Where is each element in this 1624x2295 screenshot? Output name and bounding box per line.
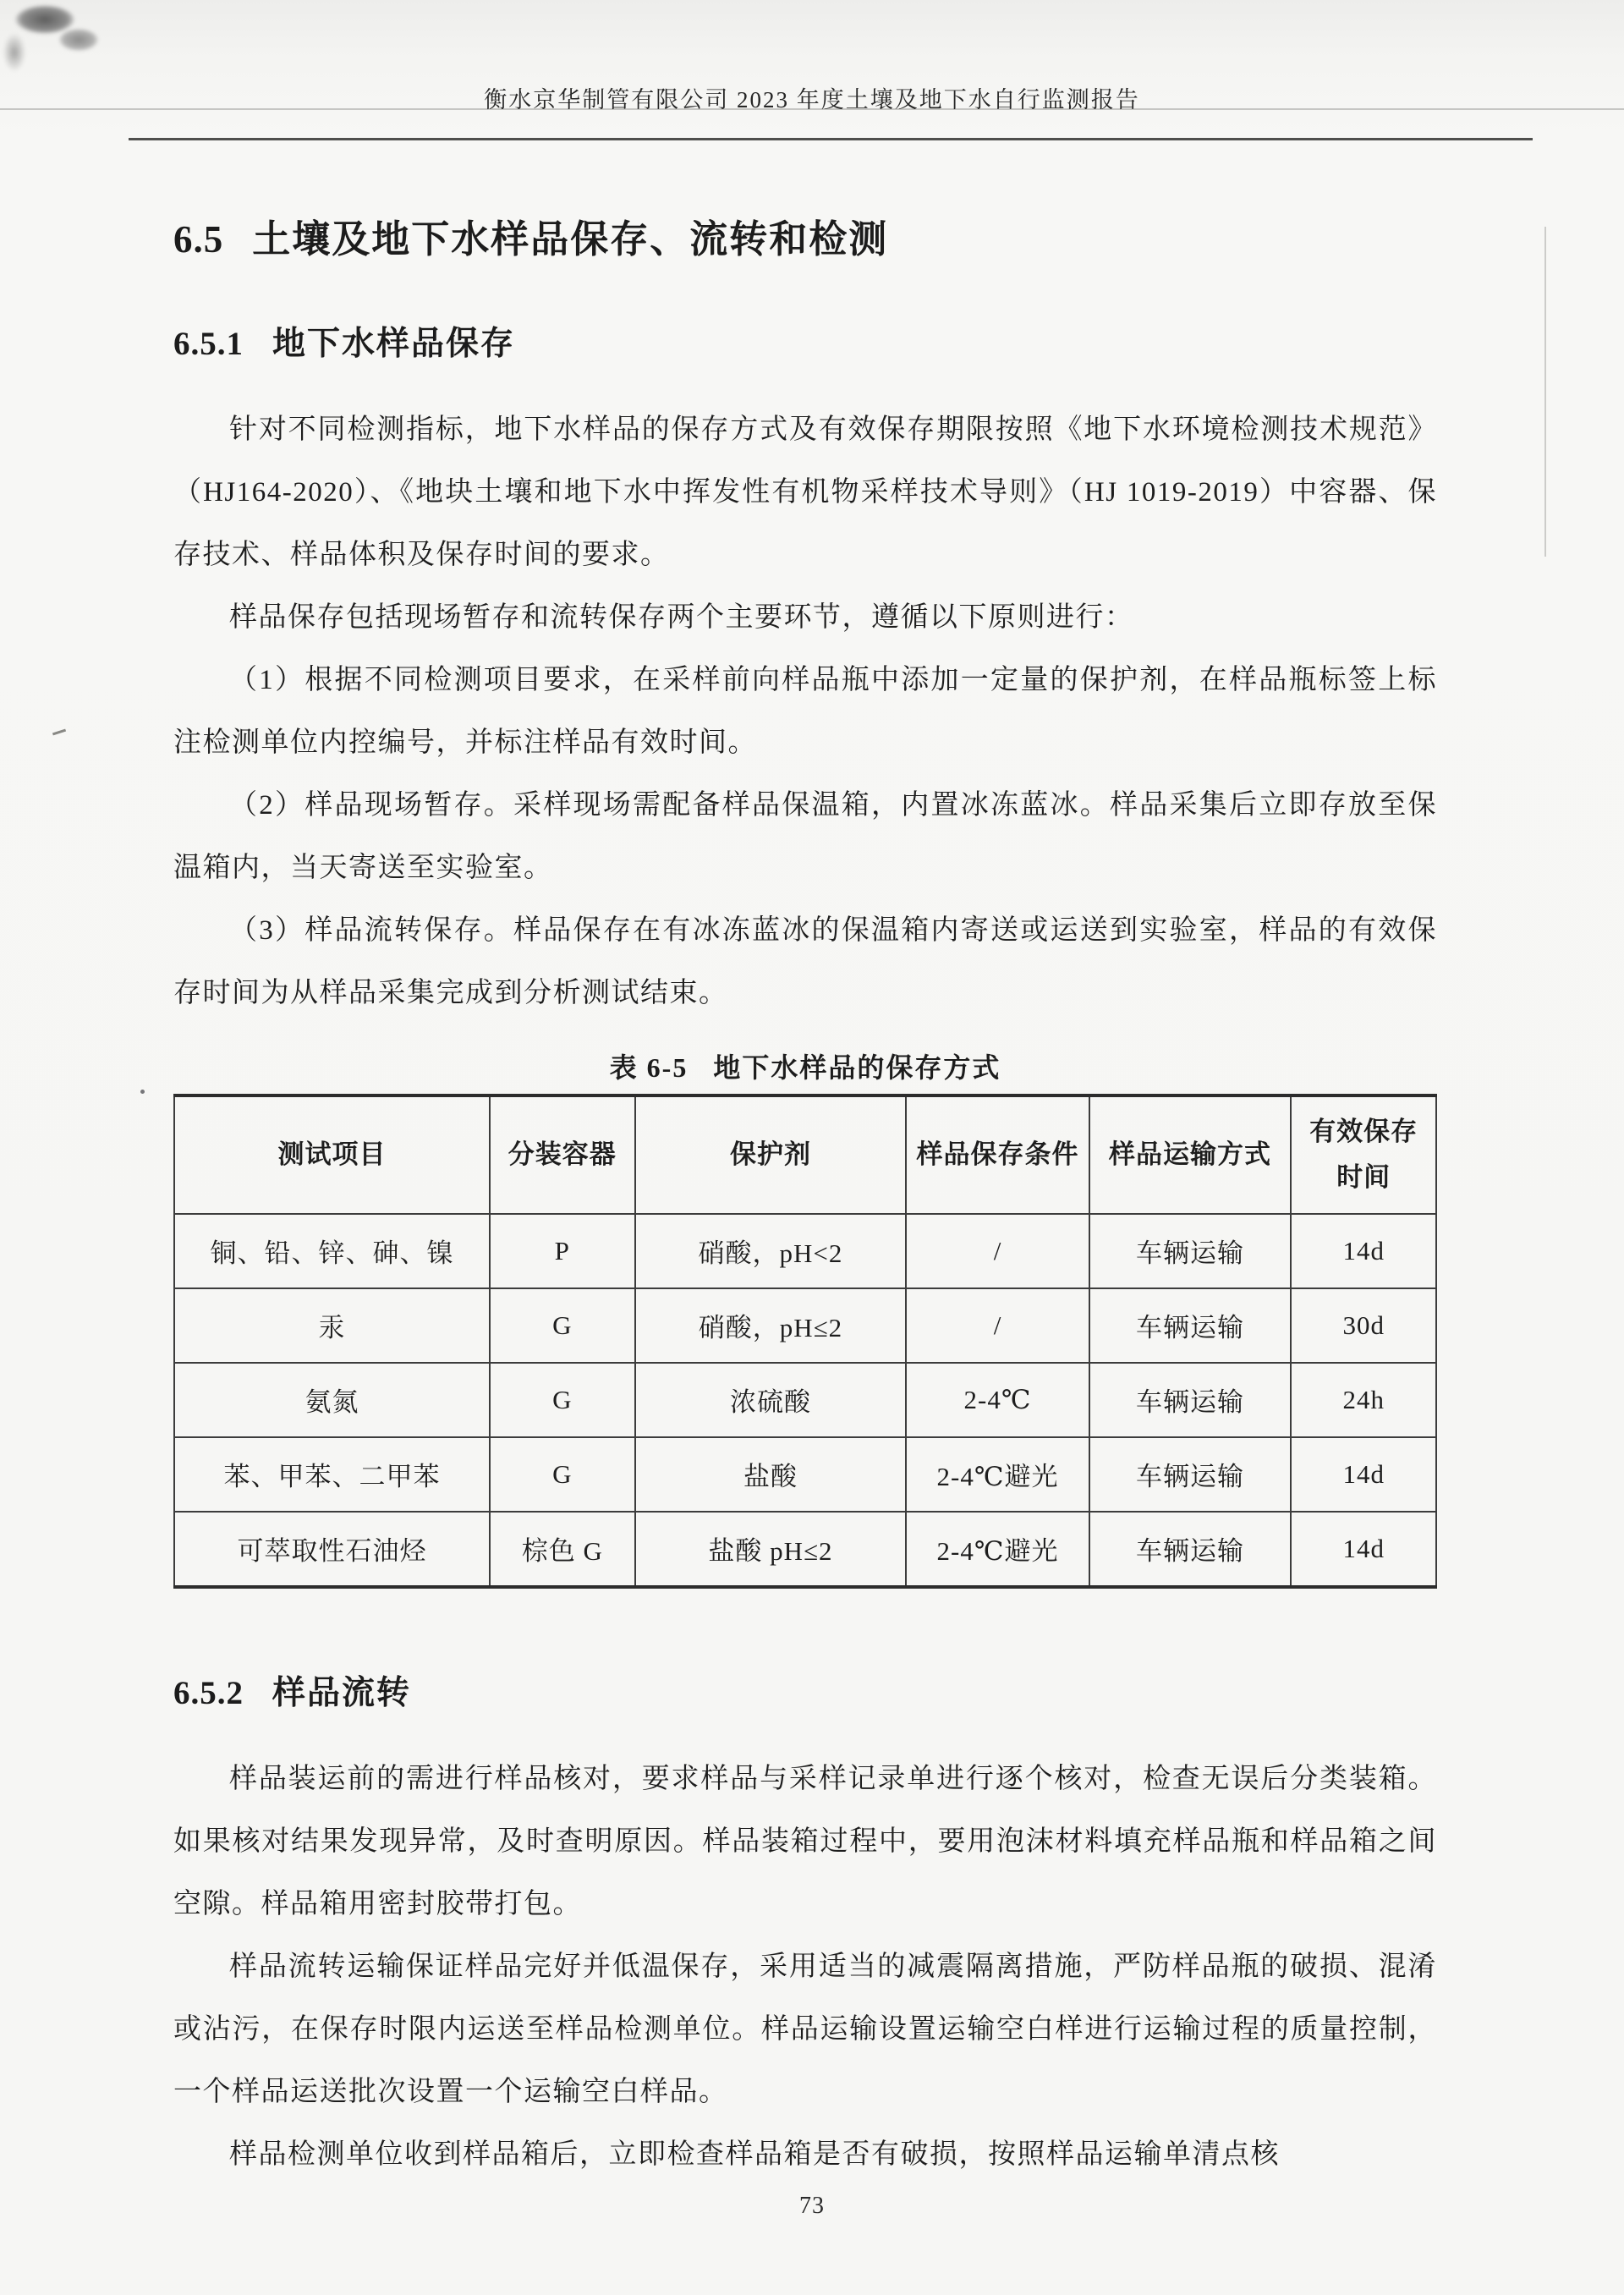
table-row: [174, 1288, 1436, 1363]
paragraph-652-3: 样品检测单位收到样品箱后，立即检查样品箱是否有破损，按照样品运输单清点核: [229, 2139, 1280, 2170]
table-cell: 浓硫酸: [635, 1363, 907, 1437]
table-cell: 盐酸: [635, 1437, 907, 1512]
table-cell: /: [906, 1214, 1089, 1288]
page-content: [173, 193, 1437, 2186]
table-cell: 14d: [1291, 1214, 1436, 1288]
page-footer: [0, 2193, 1624, 2220]
table-cell: 汞: [174, 1288, 490, 1363]
table-cell: 24h: [1291, 1363, 1436, 1437]
scan-margin-mark: [140, 1090, 145, 1094]
table-cell: /: [906, 1288, 1089, 1363]
section-number: 6.5: [173, 218, 224, 261]
paragraph-651-3: （1）根据不同检测项目要求，在采样前向样品瓶中添加一定量的保护剂，在样品瓶标签上标注检测单位内控编号，并标注样品有效时间。: [173, 665, 1437, 758]
table-cell: 苯、甲苯、二甲苯: [174, 1437, 490, 1512]
table-cell: 车辆运输: [1089, 1363, 1292, 1437]
table-cell: 硝酸，pH≤2: [635, 1288, 907, 1363]
section-title: 样品流转: [272, 1674, 412, 1711]
table-cell: 铜、铅、锌、砷、镍: [174, 1214, 490, 1288]
page-number: 73: [799, 2193, 825, 2219]
table-header-cell: 分装容器: [490, 1095, 635, 1214]
table-row: [174, 1512, 1436, 1587]
scan-margin-mark: [52, 729, 66, 736]
paragraph-651-5: （3）样品流转保存。样品保存在有冰冻蓝冰的保温箱内寄送或运送到实验室，样品的有效保存时间为从样品采集完成到分析测试结束。: [173, 915, 1437, 1008]
section-6-5-2-heading: [173, 1666, 1437, 1714]
table-cell: 车辆运输: [1089, 1214, 1292, 1288]
paragraph-651-1: 针对不同检测指标，地下水样品的保存方式及有效保存期限按照《地下水环境检测技术规范》（HJ164-2020）、《地块土壤和地下水中挥发性有机物采样技术导则》（HJ 1019-2019）中容器、保存技术、样品体积及保存时间的要求。: [173, 415, 1437, 570]
table-6-5-header-row: [174, 1095, 1436, 1214]
table-cell: 车辆运输: [1089, 1512, 1292, 1587]
table-cell: 14d: [1291, 1512, 1436, 1587]
table-row: [174, 1437, 1436, 1512]
header-rule-bottom: [129, 138, 1533, 140]
table-cell: 可萃取性石油烃: [174, 1512, 490, 1587]
table-cell: 棕色 G: [490, 1512, 635, 1587]
paragraph-651-4: （2）样品现场暂存。采样现场需配备样品保温箱，内置冰冻蓝冰。样品采集后立即存放至保温箱内，当天寄送至实验室。: [173, 790, 1437, 883]
table-cell: 2-4℃避光: [906, 1512, 1089, 1587]
table-cell: 盐酸 pH≤2: [635, 1512, 907, 1587]
table-header-cell: 保护剂: [635, 1095, 907, 1214]
table-cell: 30d: [1291, 1288, 1436, 1363]
table-header-cell: 测试项目: [174, 1095, 490, 1214]
table-caption-title: 地下水样品的保存方式: [713, 1052, 1001, 1083]
table-cell: 14d: [1291, 1437, 1436, 1512]
table-cell: 车辆运输: [1089, 1288, 1292, 1363]
table-cell: 车辆运输: [1089, 1437, 1292, 1512]
scan-edge-line: [1544, 227, 1546, 557]
table-cell: 氨氮: [174, 1363, 490, 1437]
table-row: [174, 1363, 1436, 1437]
table-cell: G: [490, 1363, 635, 1437]
section-title: 地下水样品保存: [272, 326, 516, 362]
table-cell: G: [490, 1437, 635, 1512]
section-6-5-heading: [173, 208, 1437, 263]
paragraph-652-2: 样品流转运输保证样品完好并低温保存，采用适当的减震隔离措施，严防样品瓶的破损、混淆或沾污，在保存时限内运送至样品检测单位。样品运输设置运输空白样进行运输过程的质量控制，一个样品运送批次设置一个运输空白样品。: [173, 1951, 1437, 2107]
table-header-cell: 样品保存条件: [906, 1095, 1089, 1214]
table-header-cell: 样品运输方式: [1089, 1095, 1292, 1214]
running-header-title: 衡水京华制管有限公司 2023 年度土壤及地下水自行监测报告: [484, 87, 1140, 113]
table-row: [174, 1214, 1436, 1288]
table-6-5: [173, 1094, 1437, 1589]
table-cell: 硝酸，pH<2: [635, 1214, 907, 1288]
section-number: 6.5.1: [173, 326, 244, 362]
table-caption-label: 表 6-5: [609, 1052, 689, 1083]
table-cell: 2-4℃避光: [906, 1437, 1089, 1512]
section-number: 6.5.2: [173, 1674, 244, 1711]
table-cell: G: [490, 1288, 635, 1363]
section-title: 土壤及地下水样品保存、流转和检测: [252, 218, 889, 261]
table-caption: [173, 1046, 1437, 1085]
page-header: [0, 0, 1624, 169]
section-6-5-1-heading: [173, 317, 1437, 365]
table-6-5-body: [174, 1214, 1436, 1587]
table-header-cell: 有效保存时间: [1291, 1095, 1436, 1214]
paragraph-652-1: 样品装运前的需进行样品核对，要求样品与采样记录单进行逐个核对，检查无误后分类装箱。如果核对结果发现异常，及时查明原因。样品装箱过程中，要用泡沫材料填充样品瓶和样品箱之间空隙。样品箱用密封胶带打包。: [173, 1763, 1437, 1919]
table-cell: 2-4℃: [906, 1363, 1089, 1437]
paragraph-651-2: 样品保存包括现场暂存和流转保存两个主要环节，遵循以下原则进行：: [229, 602, 1134, 633]
table-cell: P: [490, 1214, 635, 1288]
